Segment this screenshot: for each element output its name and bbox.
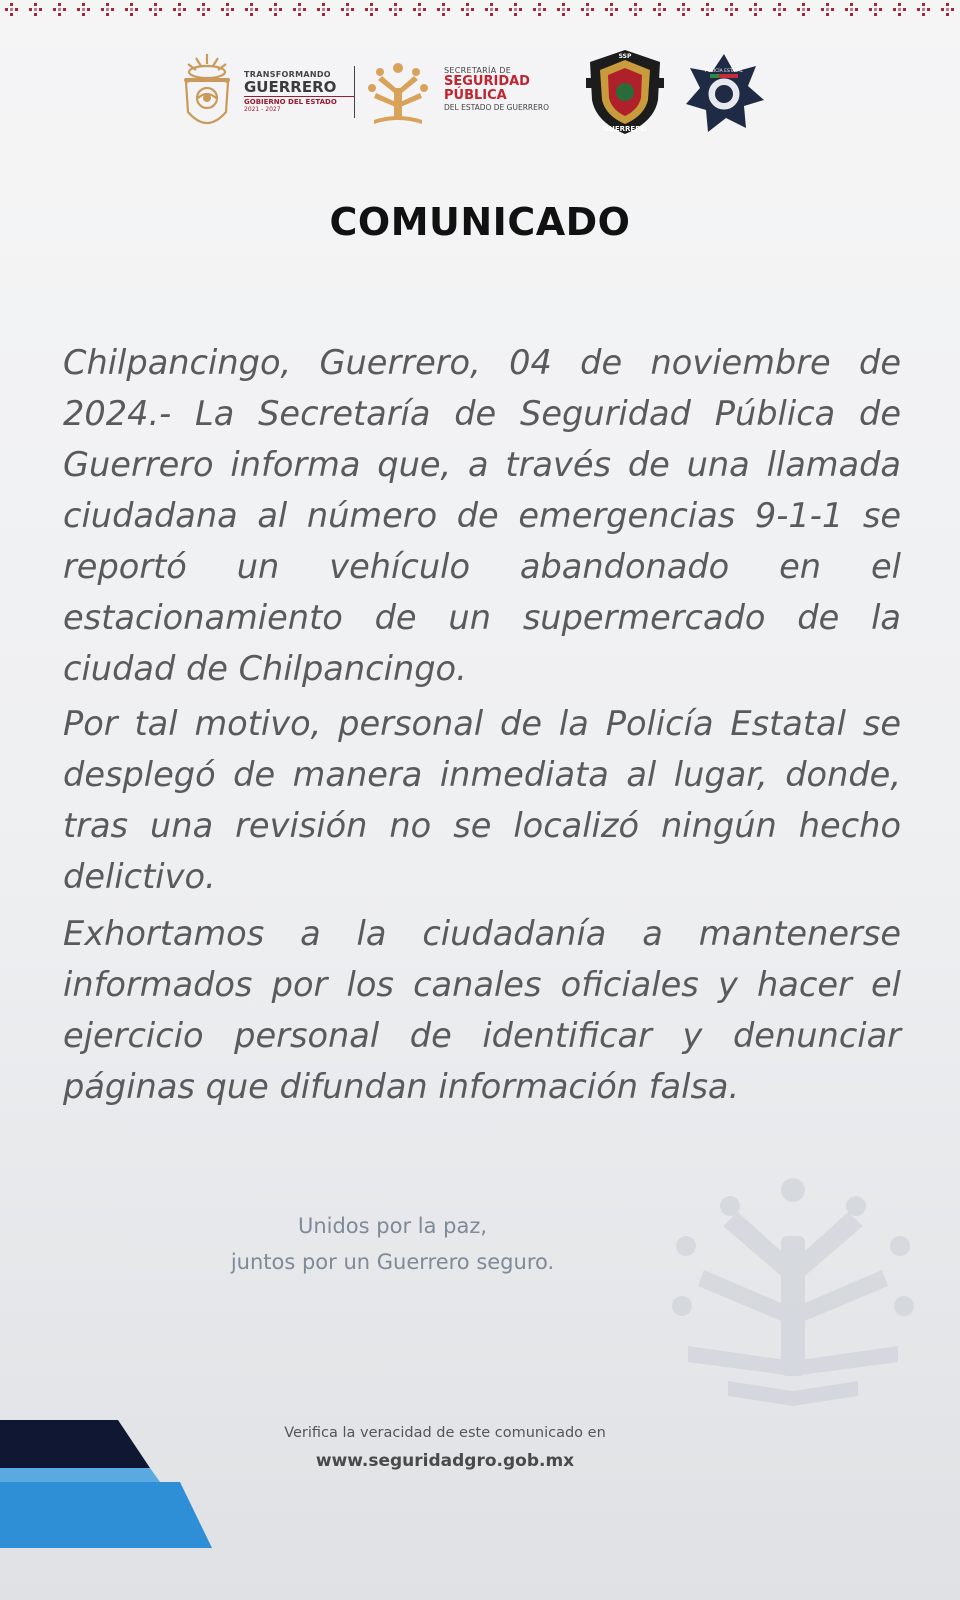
- state-police-star-badge-icon: [682, 52, 766, 136]
- stitch-motif: [221, 3, 234, 16]
- badge-bottom-label: GUERRERO: [603, 125, 647, 133]
- ssp-line1: SEGURIDAD: [444, 74, 530, 89]
- paragraph-2: Por tal motivo, personal de la Policía Estatal se desplegó de manera inmediata al lugar, donde, tras una revisión no se localizó ningún hecho delictivo.: [63, 704, 901, 896]
- tree-watermark-icon: [668, 1176, 918, 1426]
- light-blue-stripe: [0, 1468, 160, 1482]
- stitch-motif: [461, 3, 474, 16]
- gobierno-guerrero-wordmark: [244, 70, 354, 113]
- stitch-motif: [893, 3, 906, 16]
- stitch-motif: [53, 3, 66, 16]
- blue-stripe: [0, 1482, 212, 1548]
- gobierno-red-text: GOBIERNO DEL ESTADO: [244, 96, 354, 106]
- decorative-stripes: [0, 1418, 220, 1548]
- cross-stitch-border: [0, 0, 960, 22]
- stitch-motif: [677, 3, 690, 16]
- stitch-motif: [5, 3, 18, 16]
- stitch-motif: [653, 3, 666, 16]
- stitch-motif: [389, 3, 402, 16]
- stitch-motif: [773, 3, 786, 16]
- stitch-motif: [581, 3, 594, 16]
- stitch-motif: [317, 3, 330, 16]
- paragraph-1: Chilpancingo, Guerrero, 04 de noviembre de 2024.- La Secretaría de Seguridad Pública de Guerrero informa que, a través de una llamada ciudadana al número de emergencias 9-1-1 se reportó un vehículo abandonado en el estacionamiento de un supermercado de la ciudad de Chilpancingo.: [63, 343, 901, 688]
- guerrero-coat-of-arms-icon: [176, 50, 238, 138]
- slogan-line-1: Unidos por la paz,: [297, 1214, 488, 1238]
- header-logos: [0, 44, 960, 144]
- stitch-motif: [485, 3, 498, 16]
- gobierno-big-text: GUERRERO: [244, 78, 337, 96]
- stitch-motif: [77, 3, 90, 16]
- ssp-line2: PÚBLICA: [444, 88, 507, 103]
- stitch-motif: [941, 3, 954, 16]
- logo-divider: [354, 66, 355, 118]
- badge-top-label: SSP: [618, 53, 632, 60]
- verify-text: Verifica la veracidad de este comunicado en: [284, 1425, 606, 1441]
- stitch-motif: [533, 3, 546, 16]
- navy-stripe: [0, 1420, 150, 1468]
- stitch-motif: [413, 3, 426, 16]
- star-badge-label: POLICÍA ESTATAL: [705, 69, 743, 74]
- paragraph-3: Exhortamos a la ciudadanía a mantenerse informados por los canales oficiales y hacer el ejercicio personal de identificar y denunciar páginas que difundan información falsa.: [63, 914, 901, 1106]
- stitch-motif: [701, 3, 714, 16]
- stitch-motif: [365, 3, 378, 16]
- stitch-motif: [29, 3, 42, 16]
- ssp-small-text: SECRETARÍA DE: [444, 66, 512, 75]
- slogan-line-2: juntos por un Guerrero seguro.: [230, 1250, 555, 1274]
- stitch-motif: [101, 3, 114, 16]
- stitch-motif: [125, 3, 138, 16]
- gobierno-years: 2021 - 2027: [244, 106, 281, 113]
- stitch-motif: [437, 3, 450, 16]
- ssp-sub-text: DEL ESTADO DE GUERRERO: [444, 103, 549, 112]
- stitch-motif: [845, 3, 858, 16]
- stitch-motif: [869, 3, 882, 16]
- verify-block: [260, 1420, 630, 1476]
- stitch-motif: [509, 3, 522, 16]
- stitch-motif: [557, 3, 570, 16]
- stitch-motif: [749, 3, 762, 16]
- stitch-motif: [269, 3, 282, 16]
- stitch-motif: [917, 3, 930, 16]
- stitch-motif: [797, 3, 810, 16]
- document-title: COMUNICADO: [329, 200, 631, 244]
- stitch-motif: [629, 3, 642, 16]
- slogan: [180, 1208, 605, 1280]
- stitch-motif: [149, 3, 162, 16]
- stitch-motif: [725, 3, 738, 16]
- stitch-motif: [197, 3, 210, 16]
- ssp-wordmark: [444, 66, 574, 112]
- stitch-motif: [821, 3, 834, 16]
- stitch-motif: [173, 3, 186, 16]
- tree-emblem-icon: [364, 58, 432, 128]
- stitch-motif: [245, 3, 258, 16]
- gobierno-small-text: TRANSFORMANDO: [244, 70, 331, 79]
- verify-url-link[interactable]: www.seguridadgro.gob.mx: [315, 1451, 575, 1471]
- ssp-police-shield-icon: [584, 48, 666, 136]
- stitch-motif: [341, 3, 354, 16]
- stitch-motif: [605, 3, 618, 16]
- stitch-motif: [293, 3, 306, 16]
